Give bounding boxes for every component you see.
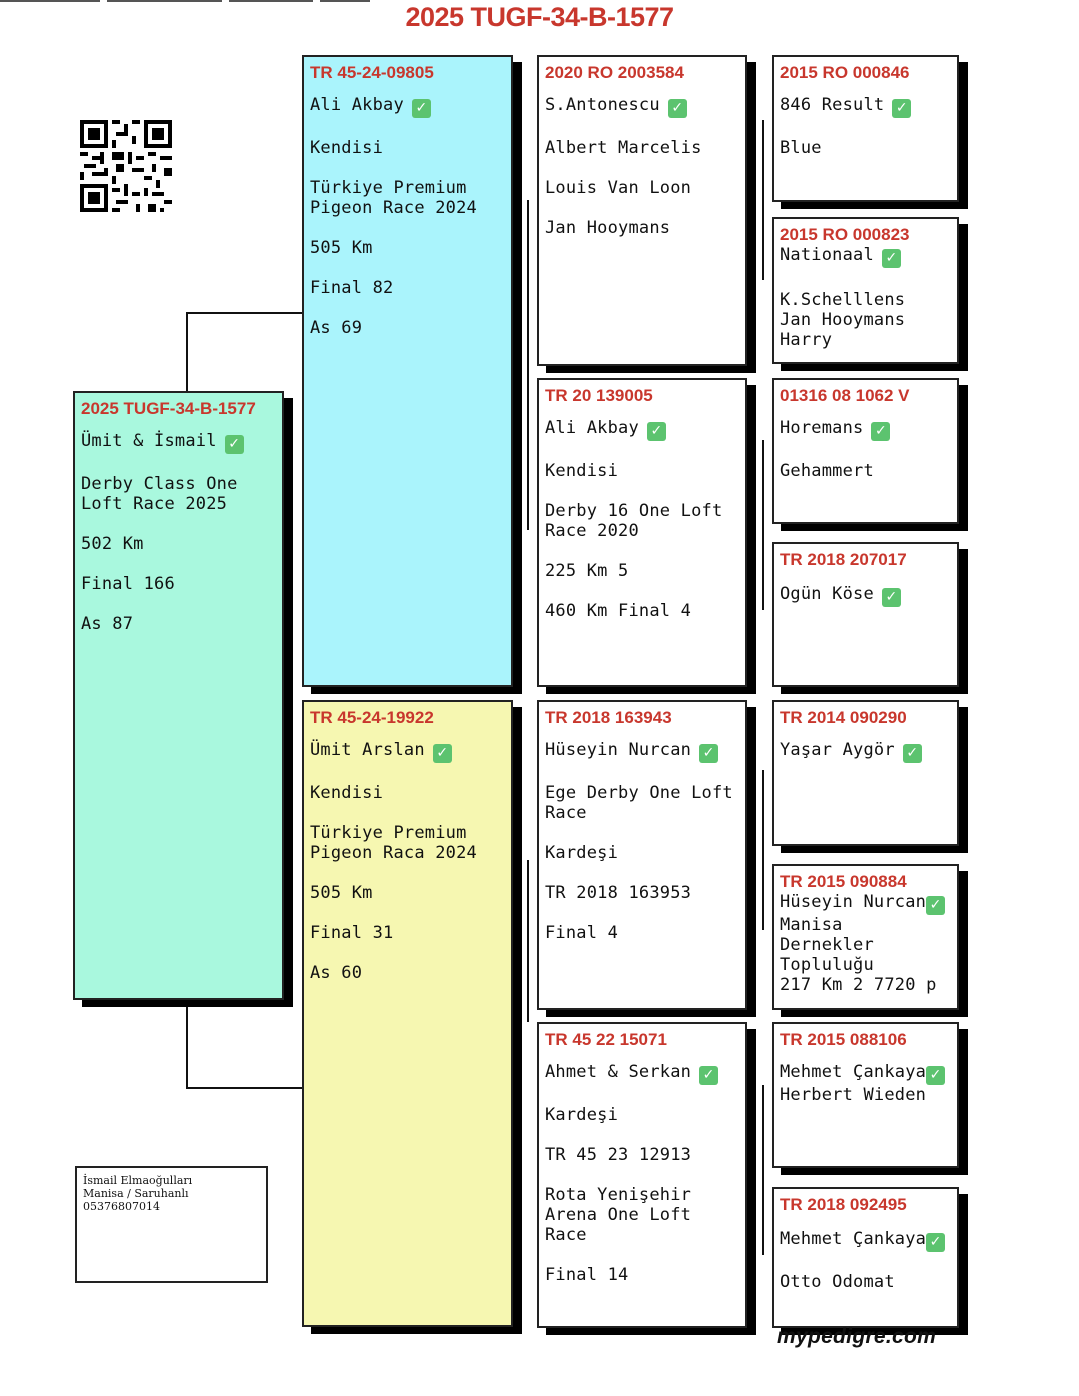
pedigree-line: Albert Marcelis xyxy=(545,138,702,158)
breeder-location: Manisa / Saruhanlı xyxy=(83,1187,189,1200)
owner-name: Hüseyin Nurcan xyxy=(545,740,692,760)
subject-card[interactable] xyxy=(73,391,284,1000)
sire-dam-card[interactable] xyxy=(537,378,747,687)
dss-card[interactable] xyxy=(772,700,959,846)
verified-check-icon: ✓ xyxy=(892,99,911,118)
owner-name: Ahmet & Serkan xyxy=(545,1062,692,1082)
owner-name: Ümit & İsmail xyxy=(81,431,217,451)
ring-number: TR 45-24-19922 xyxy=(310,708,434,727)
pedigree-line: 460 Km Final 4 xyxy=(545,601,692,621)
brand-logo[interactable]: mypedigre.com xyxy=(777,1325,937,1348)
ring-number: TR 45-24-09805 xyxy=(310,63,434,82)
pedigree-line: Herbert Wieden xyxy=(780,1085,927,1105)
dds-card[interactable] xyxy=(772,1022,959,1168)
pedigree-line: 225 Km 5 xyxy=(545,561,629,581)
connector-line xyxy=(186,1087,302,1089)
race-name: Türkiye Premium Pigeon Race 2024 xyxy=(310,178,477,218)
pedigree-line: Manisa Dernekler Topluluğu 217 Km 2 7720 p xyxy=(780,915,937,995)
ring-number: TR 45 22 15071 xyxy=(545,1030,667,1049)
verified-check-icon: ✓ xyxy=(433,744,452,763)
dsd-card[interactable] xyxy=(772,864,959,1010)
ring-number: TR 2018 092495 xyxy=(780,1195,907,1214)
ring-number: 01316 08 1062 V xyxy=(780,386,910,405)
sss-card[interactable] xyxy=(772,55,959,202)
owner-name: S.Antonescu xyxy=(545,95,660,115)
verified-check-icon: ✓ xyxy=(871,422,890,441)
pedigree-line: Kardeşi xyxy=(545,1105,619,1125)
breeder-info-box xyxy=(75,1166,268,1283)
pedigree-line: Blue xyxy=(780,138,822,158)
pedigree-line: Kardeşi xyxy=(545,843,619,863)
connector-line xyxy=(186,1000,188,1089)
ring-number: TR 2014 090290 xyxy=(780,708,907,727)
connector-line xyxy=(186,312,188,392)
race-distance: 505 Km xyxy=(310,238,373,258)
connector-line xyxy=(527,860,529,1022)
owner-name: Hüseyin Nurcan xyxy=(780,892,927,912)
connector-line xyxy=(527,200,529,530)
ring-number: TR 20 139005 xyxy=(545,386,653,405)
ring-number: 2025 TUGF-34-B-1577 xyxy=(81,399,256,418)
verified-check-icon: ✓ xyxy=(699,1066,718,1085)
note: Kendisi xyxy=(310,783,384,803)
connector-line xyxy=(762,440,764,610)
verified-check-icon: ✓ xyxy=(926,896,945,915)
pedigree-line: Derby 16 One Loft Race 2020 xyxy=(545,501,723,541)
ring-number: 2015 RO 000846 xyxy=(780,63,910,82)
ddd-card[interactable] xyxy=(772,1187,959,1328)
pedigree-line: Jan Hooymans xyxy=(545,218,671,238)
qr-code-icon xyxy=(80,120,172,212)
owner-name: Ogün Köse xyxy=(780,584,874,604)
owner-name: Ali Akbay xyxy=(310,95,404,115)
sdd-card[interactable] xyxy=(772,542,959,687)
pedigree-line: Rota Yenişehir Arena One Loft Race xyxy=(545,1185,692,1245)
sds-card[interactable] xyxy=(772,378,959,524)
dam-dam-card[interactable] xyxy=(537,1022,747,1328)
pedigree-line: Otto Odomat xyxy=(780,1272,895,1292)
verified-check-icon: ✓ xyxy=(926,1066,945,1085)
verified-check-icon: ✓ xyxy=(699,744,718,763)
owner-name: Yaşar Aygör xyxy=(780,740,895,760)
dam-card[interactable] xyxy=(302,700,513,1327)
sire-sire-card[interactable] xyxy=(537,55,747,366)
pedigree-line: Final 4 xyxy=(545,923,619,943)
ring-number: TR 2015 090884 xyxy=(780,872,907,891)
race-final: Final 82 xyxy=(310,278,394,298)
race-as: As 60 xyxy=(310,963,363,983)
connector-line xyxy=(762,770,764,930)
pedigree-line: Ege Derby One Loft Race xyxy=(545,783,733,823)
page-title: 2025 TUGF-34-B-1577 xyxy=(405,2,674,32)
ssd-card[interactable] xyxy=(772,217,959,364)
pedigree-line: Gehammert xyxy=(780,461,874,481)
note: Kendisi xyxy=(310,138,384,158)
verified-check-icon: ✓ xyxy=(926,1233,945,1252)
owner-name: Horemans xyxy=(780,418,864,438)
race-distance: 505 Km xyxy=(310,883,373,903)
connector-line xyxy=(186,312,302,314)
verified-check-icon: ✓ xyxy=(225,435,244,454)
owner-name: Mehmet Çankaya xyxy=(780,1229,927,1249)
race-final: Final 31 xyxy=(310,923,394,943)
verified-check-icon: ✓ xyxy=(882,249,901,268)
pedigree-line: K.Schelllens Jan Hooymans Harry xyxy=(780,290,906,350)
race-as: As 69 xyxy=(310,318,363,338)
owner-name: 846 Result xyxy=(780,95,885,115)
race-distance: 502 Km xyxy=(81,534,144,554)
pedigree-line: Kendisi xyxy=(545,461,619,481)
ring-number: TR 2018 163943 xyxy=(545,708,672,727)
owner-name: Nationaal xyxy=(780,245,874,265)
sire-card[interactable] xyxy=(302,55,513,687)
pedigree-line: Louis Van Loon xyxy=(545,178,692,198)
breeder-name: İsmail Elmaoğulları xyxy=(83,1174,193,1187)
verified-check-icon: ✓ xyxy=(647,422,666,441)
connector-line xyxy=(762,120,764,280)
ring-number: TR 2015 088106 xyxy=(780,1030,907,1049)
verified-check-icon: ✓ xyxy=(412,99,431,118)
ring-number: TR 2018 207017 xyxy=(780,550,907,569)
pedigree-line: Final 14 xyxy=(545,1265,629,1285)
verified-check-icon: ✓ xyxy=(668,99,687,118)
owner-name: Ali Akbay xyxy=(545,418,639,438)
owner-name: Mehmet Çankaya xyxy=(780,1062,927,1082)
verified-check-icon: ✓ xyxy=(882,588,901,607)
dam-sire-card[interactable] xyxy=(537,700,747,1010)
connector-line xyxy=(762,1085,764,1255)
race-name: Türkiye Premium Pigeon Raca 2024 xyxy=(310,823,477,863)
race-final: Final 166 xyxy=(81,574,175,594)
owner-name: Ümit Arslan xyxy=(310,740,425,760)
breeder-phone: 05376807014 xyxy=(83,1200,160,1213)
verified-check-icon: ✓ xyxy=(903,744,922,763)
race-as: As 87 xyxy=(81,614,134,634)
ring-number: 2020 RO 2003584 xyxy=(545,63,684,82)
pedigree-line: TR 45 23 12913 xyxy=(545,1145,692,1165)
race-name: Derby Class One Loft Race 2025 xyxy=(81,474,238,514)
ring-number: 2015 RO 000823 xyxy=(780,225,910,244)
pedigree-line: TR 2018 163953 xyxy=(545,883,692,903)
